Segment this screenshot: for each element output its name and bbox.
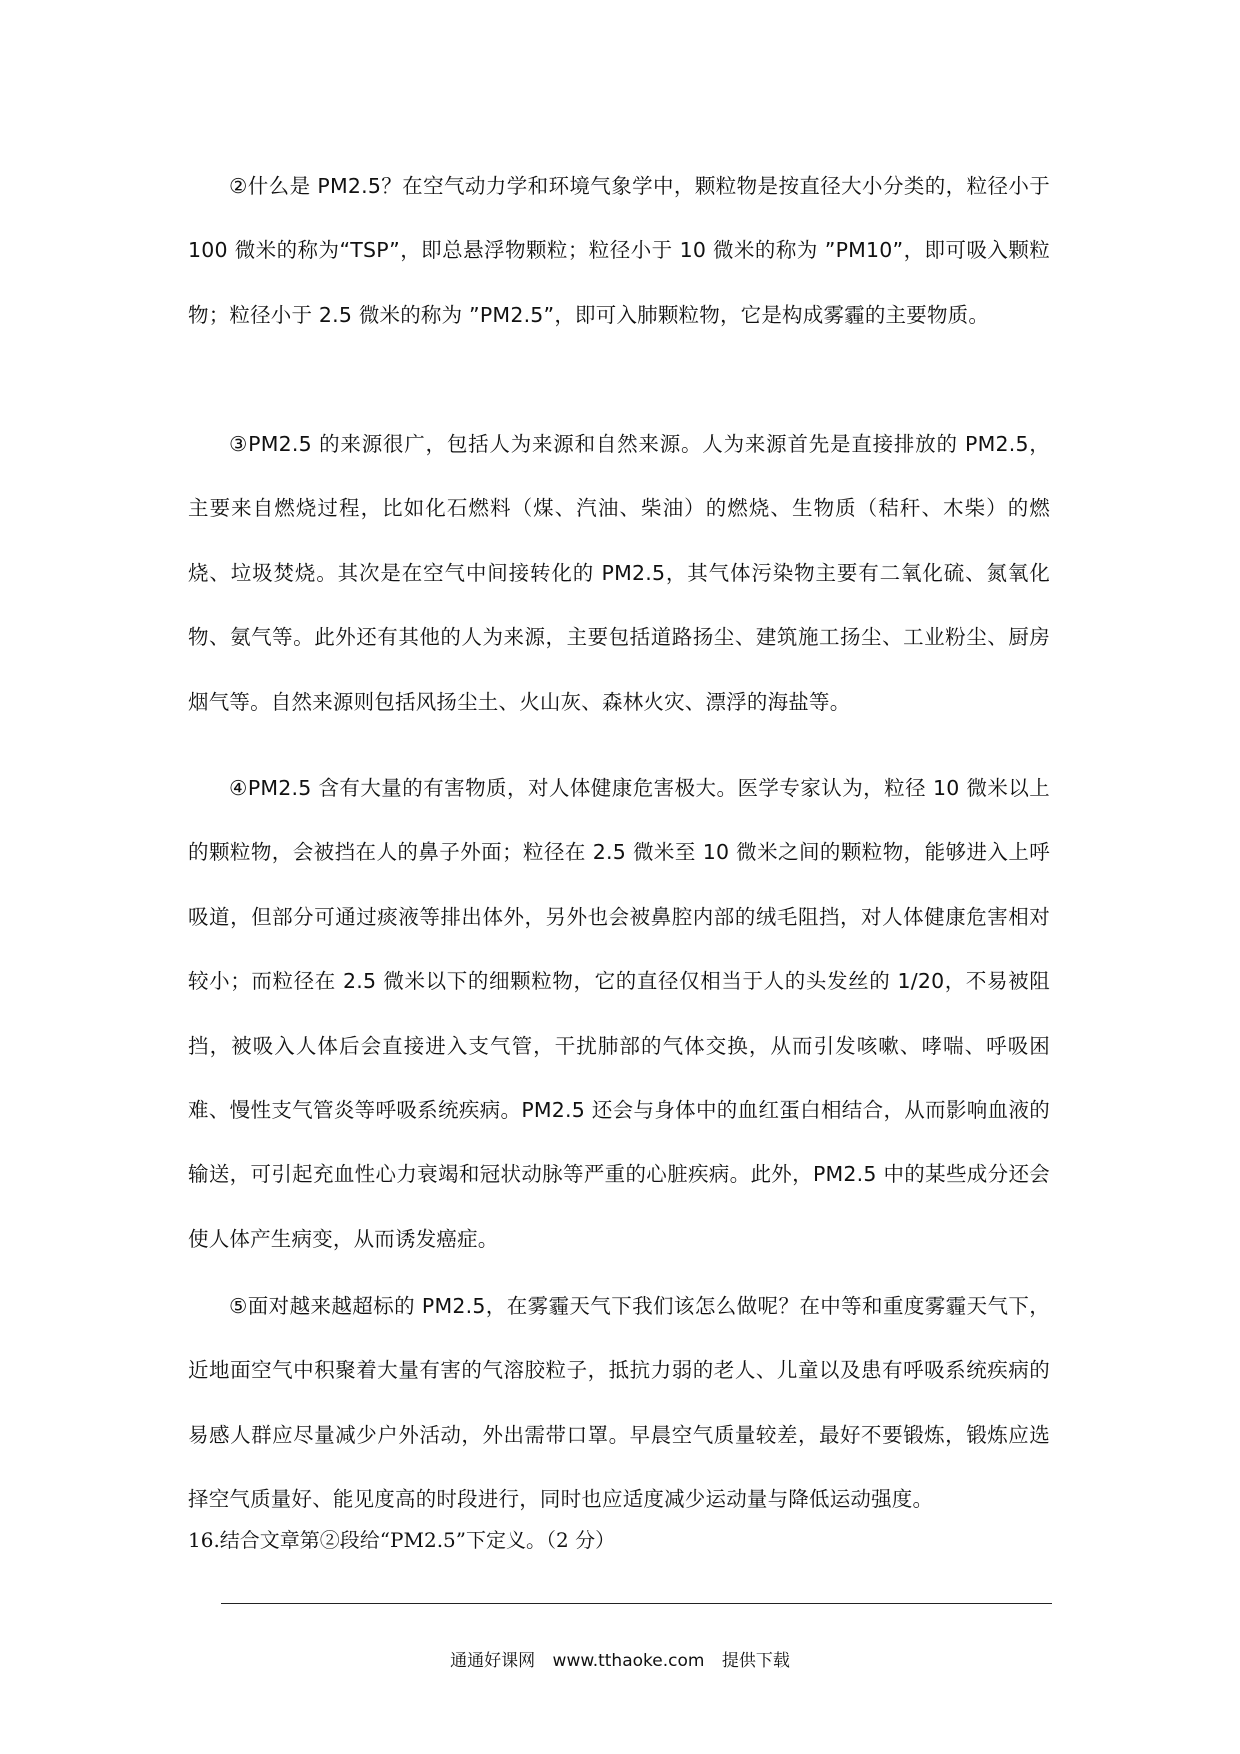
footer-site-name: 通通好课网 [450,1651,536,1671]
paragraph-2: ②什么是 PM2.5？在空气动力学和环境气象学中，颗粒物是按直径大小分类的，粒径小于 100 微米的称为“TSP”，即总悬浮物颗粒；粒径小于 10 微米的称为 ”PM10”，即可吸入颗粒物；粒径小于 2.5 微米的称为 ”PM2.5”，即可入肺颗粒物，它是构成雾霾的主要物质。 [188,174,1050,327]
answer-line [221,1603,1052,1604]
paragraph-3: ③PM2.5 的来源很广，包括人为来源和自然来源。人为来源首先是直接排放的 PM2.5，主要来自燃烧过程，比如化石燃料（煤、汽油、柴油）的燃烧、生物质（秸秆、木柴）的燃烧、垃圾焚烧。其次是在空气中间接转化的 PM2.5，其气体污染物主要有二氧化硫、氮氧化物、氨气等。此外还有其他的人为来源，主要包括道路扬尘、建筑施工扬尘、工业粉尘、厨房烟气等。自然来源则包括风扬尘土、火山灰、森林火灾、漂浮的海盐等。 [188,432,1050,714]
page-footer [0,1648,1240,1674]
footer-suffix: 提供下载 [721,1651,790,1671]
paragraph-5: ⑤面对越来越超标的 PM2.5，在雾霾天气下我们该怎么做呢？在中等和重度雾霾天气下，近地面空气中积聚着大量有害的气溶胶粒子，抵抗力弱的老人、儿童以及患有呼吸系统疾病的易感人群应尽量减少户外活动，外出需带口罩。早晨空气质量较差，最好不要锻炼，锻炼应选择空气质量好、能见度高的时段进行，同时也应适度减少运动量与降低运动强度。 [188,1294,1050,1512]
question-16: 16.结合文章第②段给“PM2.5”下定义。（2 分） [188,1528,616,1552]
footer-url: www.tthaoke.com [552,1651,705,1671]
paragraph-4: ④PM2.5 含有大量的有害物质，对人体健康危害极大。医学专家认为，粒径 10 微米以上的颗粒物，会被挡在人的鼻子外面；粒径在 2.5 微米至 10 微米之间的颗粒物，能够进入上呼吸道，但部分可通过痰液等排出体外，另外也会被鼻腔内部的绒毛阻挡，对人体健康危害相对较小；而粒径在 2.5 微米以下的细颗粒物，它的直径仅相当于人的头发丝的 1/20，不易被阻挡，被吸入人体后会直接进入支气管，干扰肺部的气体交换，从而引发咳嗽、哮喘、呼吸困难、慢性支气管炎等呼吸系统疾病。PM2.5 还会与身体中的血红蛋白相结合，从而影响血液的输送，可引起充血性心力衰竭和冠状动脉等严重的心脏疾病。此外，PM2.5 中的某些成分还会使人体产生病变，从而诱发癌症。 [188,776,1050,1251]
